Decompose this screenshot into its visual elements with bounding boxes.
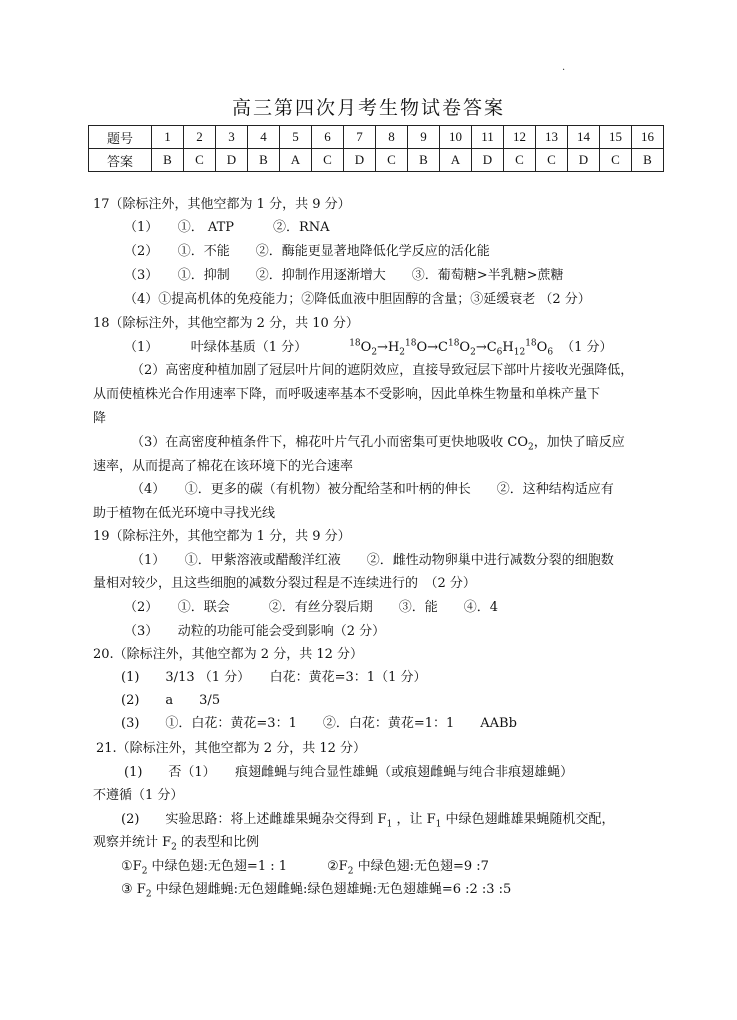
table-cell: C	[376, 149, 408, 172]
table-cell: 10	[440, 126, 472, 149]
table-cell: B	[248, 149, 280, 172]
q21-line-2: 不遵循（1 分）	[93, 788, 184, 803]
q21-header: 21.（除标注外，其他空都为 2 分，共 12 分）	[96, 741, 367, 756]
oxygen-isotope-equation: $^{18}O_2\to H_2^{18}O\to C^{18}O_2\to C_6H_{12}^{18}O_6$	[349, 338, 554, 358]
q19-line-3: （2） ①．联会 ②．有丝分裂后期 ③．能 ④．4	[124, 600, 499, 615]
table-cell: 15	[600, 126, 632, 149]
q17-line-2: （2） ①．不能 ②．酶能更显著地降低化学反应的活化能	[124, 244, 490, 259]
q20-line-2: (2) a 3/5	[121, 693, 221, 708]
table-cell: 8	[376, 126, 408, 149]
table-cell: 12	[504, 126, 536, 149]
page-title: 高三第四次月考生物试卷答案	[231, 97, 505, 119]
table-cell: D	[344, 149, 376, 172]
table-cell: 14	[568, 126, 600, 149]
q21-line-1: (1) 否（1） 痕翅雌蝇与纯合显性雄蝇（或痕翅雌蝇与纯合非痕翅雄蝇）	[124, 765, 574, 780]
q20-header: 20.（除标注外，其他空都为 2 分，共 12 分）	[93, 647, 364, 662]
q17-line-3: （3） ①．抑制 ②．抑制作用逐渐增大 ③．葡萄糖>半乳糖>蔗糖	[124, 268, 564, 283]
table-cell: 11	[472, 126, 504, 149]
table-row-numbers	[89, 126, 664, 149]
table-row-answers	[89, 149, 664, 172]
q19-line-1: （1） ①．甲紫溶液或醋酸洋红液 ②．雌性动物卵巢中进行减数分裂的细胞数	[131, 553, 614, 568]
q18-line-6: 速率，从而提高了棉花在该环境下的光合速率	[93, 459, 354, 474]
q20-line-3: (3) ①．白花：黄花=3：1 ②．白花：黄花=1：1 AABb	[121, 716, 517, 731]
table-cell: D	[568, 149, 600, 172]
q18-line-2: （2）高密度种植加剧了冠层叶片间的遮阴效应，直接导致冠层下部叶片接收光强降低，	[131, 363, 634, 378]
row-label-number: 题号	[89, 126, 152, 149]
table-cell: 9	[408, 126, 440, 149]
q18-line-4: 降	[93, 411, 107, 426]
table-cell: 2	[184, 126, 216, 149]
q17-line-4: （4）①提高机体的免疫能力；②降低血液中胆固醇的含量；③延缓衰老 （2 分）	[124, 292, 591, 307]
q20-line-1: (1) 3/13 （1 分） 白花：黄花=3：1（1 分）	[121, 670, 427, 685]
table-cell: 13	[536, 126, 568, 149]
q18-line-1-text: （1） 叶绿体基质（1 分）	[124, 340, 308, 355]
table-cell: C	[312, 149, 344, 172]
row-label-answer: 答案	[89, 149, 152, 172]
table-cell: D	[216, 149, 248, 172]
table-cell: A	[440, 149, 472, 172]
table-cell: 4	[248, 126, 280, 149]
q21-line-3: (2) 实验思路：将上述雌雄果蝇杂交得到 $F_1$ ，让 $F_1$ 中绿色翅雌雄果蝇随机交配，	[121, 812, 615, 830]
table-cell: C	[536, 149, 568, 172]
answer-table	[88, 125, 664, 172]
q19-header: 19（除标注外，其他空都为 1 分，共 9 分）	[93, 529, 351, 544]
q19-line-2: 量相对较少，且这些细胞的减数分裂过程是不连续进行的 （2 分）	[93, 576, 476, 591]
table-cell: C	[504, 149, 536, 172]
q19-line-4: （3） 动粒的功能可能会受到影响（2 分）	[124, 624, 386, 639]
table-cell: B	[632, 149, 664, 172]
q21-line-4: 观察并统计 $F_2$ 的表型和比例	[93, 835, 260, 853]
q21-line-5: $①F_2$ 中绿色翅:无色翅=1 : 1 $②F_2$ 中绿色翅:无色翅=9 :7	[121, 859, 489, 877]
table-cell: 16	[632, 126, 664, 149]
q18-line-5: （3）在高密度种植条件下，棉花叶片气孔小而密集可更快地吸收 $CO_2$，加快了暗反应	[131, 435, 625, 453]
table-cell: 7	[344, 126, 376, 149]
q21-line-6: ③ $F_2$ 中绿色翅雌蝇:无色翅雌蝇:绿色翅雄蝇:无色翅雄蝇=6 :2 :3 :5	[121, 882, 512, 900]
table-cell: 3	[216, 126, 248, 149]
table-cell: C	[184, 149, 216, 172]
q17-header: 17（除标注外，其他空都为 1 分，共 9 分）	[93, 197, 351, 212]
table-cell: C	[600, 149, 632, 172]
stray-dot: .	[562, 62, 566, 73]
q18-line-1: （1） 叶绿体基质（1 分） $^{18}O_2\to H_2^{18}O\to C^{18}O_2\to C_6H_{12}^{18}O_6$ （1 分）	[124, 338, 613, 358]
table-cell: B	[152, 149, 184, 172]
table-cell: 5	[280, 126, 312, 149]
q18-line-3: 从而使植株光合作用速率下降，而呼吸速率基本不受影响，因此单株生物量和单株产量下	[93, 387, 601, 402]
q18-line-8: 助于植物在低光环境中寻找光线	[93, 506, 276, 521]
q17-line-1: （1） ①． ATP ②．RNA	[124, 220, 330, 235]
table-cell: B	[408, 149, 440, 172]
table-cell: 1	[152, 126, 184, 149]
table-cell: D	[472, 149, 504, 172]
table-cell: 6	[312, 126, 344, 149]
q18-line-7: （4） ①．更多的碳（有机物）被分配给茎和叶柄的伸长 ②．这种结构适应有	[131, 482, 614, 497]
q18-header: 18（除标注外，其他空都为 2 分，共 10 分）	[93, 316, 359, 331]
table-cell: A	[280, 149, 312, 172]
